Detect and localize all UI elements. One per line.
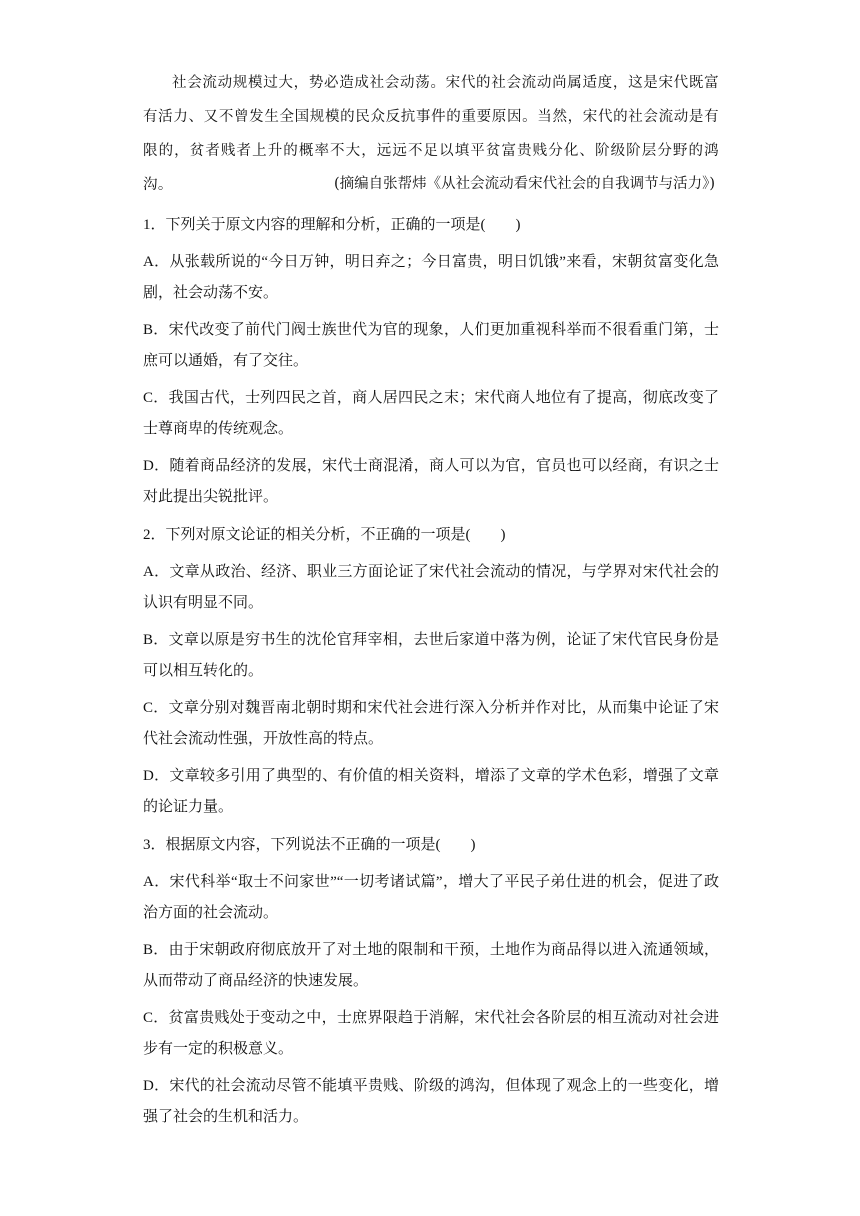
question-2 [143,522,719,823]
option-c: C．贫富贵贱处于变动之中，士庶界限趋于消解，宋代社会各阶层的相互流动对社会进步有一定的积极意义。 [143,1010,719,1057]
option-b: B．宋代改变了前代门阀士族世代为官的现象，人们更加重视科举而不很看重门第，士庶可以通婚，有了交往。 [143,322,719,369]
option-a: A．文章从政治、经济、职业三方面论证了宋代社会流动的情况，与学界对宋代社会的认识有明显不同。 [143,564,719,611]
question-stem: 2．下列对原文论证的相关分析，不正确的一项是( ) [143,527,506,543]
option-a: A．宋代科举“取士不问家世”“一切考诸试篇”，增大了平民子弟仕进的机会，促进了政治方面的社会流动。 [143,874,719,921]
option-d: D．宋代的社会流动尽管不能填平贵贱、阶级的鸿沟，但体现了观念上的一些变化，增强了社会的生机和活力。 [143,1078,719,1125]
option-c: C．我国古代，士列四民之首，商人居四民之末；宋代商人地位有了提高，彻底改变了士尊商卑的传统观念。 [143,390,719,437]
question-1 [143,212,719,513]
passage-paragraph: 社会流动规模过大，势必造成社会动荡。宋代的社会流动尚属适度，这是宋代既富有活力、又不曾发生全国规模的民众反抗事件的重要原因。当然，宋代的社会流动是有限的，贫者贱者上升的概率不大，远远不足以填平贫富贵贱分化、阶级阶层分野的鸿沟。 [143,75,719,193]
option-d: D．文章较多引用了典型的、有价值的相关资料，增添了文章的学术色彩，增强了文章的论证力量。 [143,768,719,815]
question-3 [143,832,719,1133]
question-stem: 3．根据原文内容，下列说法不正确的一项是( ) [143,837,476,853]
passage-source: (摘编自张帮炜《从社会流动看宋代社会的自我调节与活力》) [333,176,715,192]
option-c: C．文章分别对魏晋南北朝时期和宋代社会进行深入分析并作对比，从而集中论证了宋代社会流动性强，开放性高的特点。 [143,700,719,747]
question-list [143,212,719,1139]
option-b: B．由于宋朝政府彻底放开了对土地的限制和干预，土地作为商品得以进入流通领域，从而带动了商品经济的快速发展。 [143,942,719,989]
question-stem: 1．下列关于原文内容的理解和分析，正确的一项是( ) [143,217,521,233]
option-a: A．从张载所说的“今日万钟，明日弃之；今日富贵，明日饥饿”来看，宋朝贫富变化急剧，社会动荡不安。 [143,254,719,301]
option-d: D．随着商品经济的发展，宋代士商混淆，商人可以为官，官员也可以经商，有识之士对此提出尖锐批评。 [143,458,719,505]
option-b: B．文章以原是穷书生的沈伦官拜宰相，去世后家道中落为例，论证了宋代官民身份是可以相互转化的。 [143,632,719,679]
